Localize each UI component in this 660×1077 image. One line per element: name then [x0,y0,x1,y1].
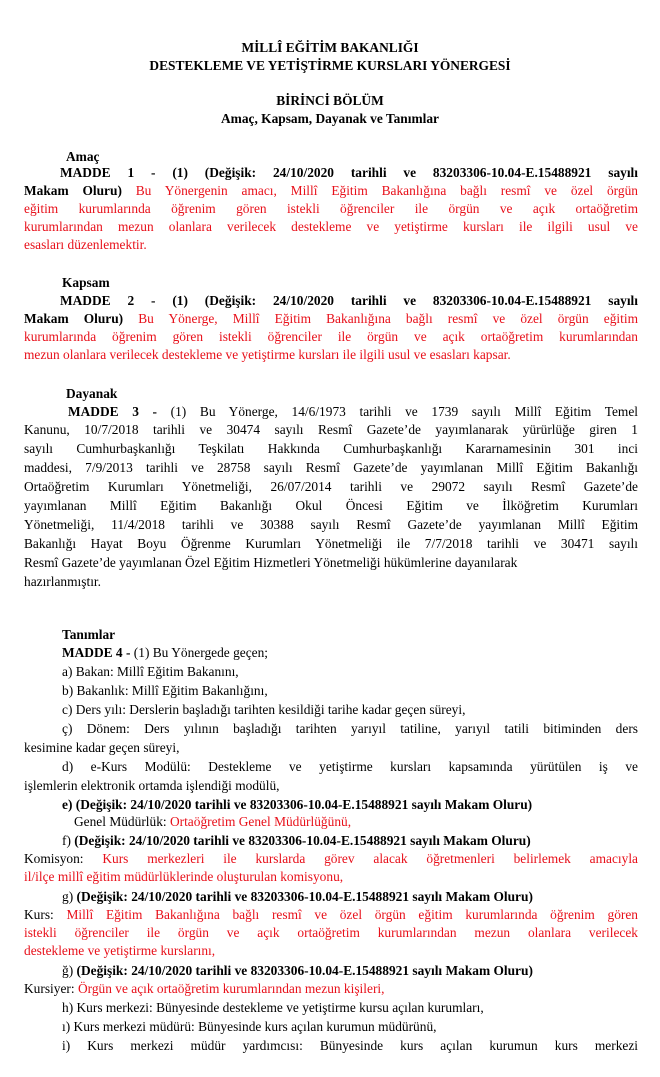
definition-f-term: Komisyon: [24,851,103,866]
madde-1-amendment: MADDE 1 - (1) (Değişik: 24/10/2020 tarihli ve 83203306-10.04-E.15488921 sayılı [60,165,638,180]
definition-gg-amendment: (Değişik: 24/10/2020 tarihli ve 83203306-10.04-E.15488921 sayılı Makam Oluru) [76,963,533,978]
section-title: BİRİNCİ BÖLÜM [276,93,384,108]
madde-3-line-7: Yönetmeliği, 11/4/2018 tarihli ve 30388 sayılı Resmî Gazete’de yayımlanan Millî Eğitim [24,517,638,532]
madde-2-line-2 [24,311,638,327]
madde-2-line-1 [60,293,638,309]
definition-e-term: Genel Müdürlük: [74,814,170,829]
madde-3-line-9: Resmî Gazete’de yayımlanan Özel Eğitim Hizmetleri Yönetmeliği hükümlerine dayanılarak [24,555,518,570]
definition-f-text: Kurs merkezleri ile kurslarda görev alacak öğretmenleri belirlemek amacıyla [102,851,638,866]
definition-f-label: f) [62,833,75,848]
definition-d-line-1 [62,759,638,775]
madde-2-line-3: kurumlarında öğrenim gören istekli öğrenciler ile örgün ve açık ortaöğretim kurumlarından [24,329,638,344]
definition-d-text: d) e-Kurs Modülü: Destekleme ve yetiştirme kursları kapsamında yürütülen iş ve [62,759,638,774]
definition-c: c) Ders yılı: Derslerin başladığı tarihten kesildiği tarihe kadar geçen süreyi, [62,702,466,717]
definition-b: b) Bakanlık: Millî Eğitim Bakanlığını, [62,683,268,698]
definition-gg-line-1 [62,963,533,979]
definition-g-text: Millî Eğitim Bakanlığına bağlı resmî ve özel örgün eğitim kurumlarında öğrenim gören [66,907,638,922]
definition-g-line-3: istekli öğrenciler ile örgün ve açık ortaöğretim kurumlarından mezun olanlara verilecek [24,925,638,940]
definition-e-amendment: e) (Değişik: 24/10/2020 tarihli ve 83203306-10.04-E.15488921 sayılı Makam Oluru) [62,797,533,812]
definition-gg-label: ğ) [62,963,77,978]
definition-i-dotless: ı) Kurs merkezi müdürü: Bünyesinde kurs açılan kurumun müdürünü, [62,1019,437,1034]
definition-d-line-2: işlemlerin elektronik ortamda işlendiği modülü, [24,778,280,793]
madde-3-line-2: Kanunu, 10/7/2018 tarihli ve 30474 sayılı Resmî Gazete’de yayımlanarak yürürlüğe giren 1 [24,422,638,437]
definition-f-amendment: (Değişik: 24/10/2020 tarihli ve 83203306-10.04-E.15488921 sayılı Makam Oluru) [74,833,531,848]
madde-3-line-4: maddesi, 7/9/2013 tarihli ve 28758 sayılı Resmî Gazete’de yayımlanan Millî Eğitim Bakanlığı [24,460,638,475]
definition-h: h) Kurs merkezi: Bünyesinde destekleme ve yetiştirme kursu açılan kurumları, [62,1000,484,1015]
definition-e-line-2 [74,814,351,830]
section-subtitle: Amaç, Kapsam, Dayanak ve Tanımlar [221,111,439,126]
madde-1-line-3: eğitim kurumlarında öğrenim gören istekli öğrenciler ile örgün ve açık ortaöğretim [24,201,638,216]
madde-1-text: Bu Yönergenin amacı, Millî Eğitim Bakanlığına bağlı resmî ve özel örgün [121,183,638,198]
madde-1-line-4: kurumlarından mezun olanlara verilecek destekleme ve yetiştirme kursları ile ilgili usul ve [24,219,638,234]
definition-gg-text: Örgün ve açık ortaöğretim kurumlarından mezun kişileri, [77,981,385,996]
definition-g-line-2 [24,907,638,923]
definition-gg-term: Kursiyer: [24,981,78,996]
definition-a: a) Bakan: Millî Eğitim Bakanını, [62,664,239,679]
definition-g-line-1 [62,889,533,905]
definition-g-term: Kurs: [24,907,67,922]
definition-gg-line-2 [24,981,384,997]
directive-title: DESTEKLEME VE YETİŞTİRME KURSLARI YÖNERGESİ [149,58,511,73]
madde-3-text: (1) Bu Yönerge, 14/6/1973 tarihli ve 1739 sayılı Millî Eğitim Temel [157,404,638,419]
madde-1-makam-oluru: Makam Oluru) [24,183,122,198]
definition-e-text: Ortaöğretim Genel Müdürlüğünü, [169,814,352,829]
definition-g-amendment: (Değişik: 24/10/2020 tarihli ve 83203306-10.04-E.15488921 sayılı Makam Oluru) [76,889,533,904]
madde-3-line-10: hazırlanmıştır. [24,574,101,589]
definition-cc-line-1 [62,721,638,737]
definition-f-line-3: il/ilçe millî eğitim müdürlüklerinde oluşturulan komisyonu, [24,869,344,884]
amac-heading: Amaç [66,149,100,164]
madde-1-line-5: esasları düzenlemektir. [24,237,147,252]
madde-1-line-1 [60,165,638,181]
definition-g-label: g) [62,889,77,904]
madde-2-makam-oluru: Makam Oluru) [24,311,124,326]
dayanak-heading: Dayanak [66,386,118,401]
ministry-title: MİLLÎ EĞİTİM BAKANLIĞI [241,40,419,55]
madde-4-intro [62,645,268,661]
tanimlar-heading: Tanımlar [62,627,116,642]
madde-2-amendment: MADDE 2 - (1) (Değişik: 24/10/2020 tarihli ve 83203306-10.04-E.15488921 sayılı [60,293,638,308]
definition-f-line-2 [24,851,638,867]
madde-1-line-2 [24,183,638,199]
definition-g-line-4: destekleme ve yetiştirme kurslarını, [24,943,216,958]
definition-f-line-1 [62,833,531,849]
definition-i-line-1 [62,1038,638,1054]
madde-3-line-1 [68,404,638,420]
madde-3-line-8: Bakanlığı Hayat Boyu Öğrenme Kurumları Yönetmeliği ile 7/7/2018 tarihli ve 30471 sayılı [24,536,638,551]
kapsam-heading: Kapsam [62,275,110,290]
madde-3-line-6: yayımlanan Millî Eğitim Bakanlığı Okul Öncesi Eğitim ve İlköğretim Kurumları [24,498,638,513]
madde-3-number: MADDE 3 - [68,404,158,419]
madde-2-text: Bu Yönerge, Millî Eğitim Bakanlığına bağlı resmî ve özel örgün eğitim [123,311,638,326]
madde-4-intro-text: (1) Bu Yönergede geçen; [130,645,269,660]
definition-cc-line-2: kesimine kadar geçen süreyi, [24,740,180,755]
definition-i-text: i) Kurs merkezi müdür yardımcısı: Bünyesinde kurs açılan kurumun kurs merkezi [62,1038,638,1053]
definition-cc-text: ç) Dönem: Ders yılının başladığı tarihten yarıyıl tatiline, yarıyıl tatili bitiminden ders [62,721,638,736]
madde-3-line-3: sayılı Cumhurbaşkanlığı Teşkilatı Hakkında Cumhurbaşkanlığı Kararnamesinin 301 inci [24,441,638,456]
madde-2-line-4: mezun olanlara verilecek destekleme ve yetiştirme kursları ile ilgili usul ve esasları kapsar. [24,347,511,362]
madde-3-line-5: Ortaöğretim Kurumları Yönetmeliği, 26/07/2014 tarihli ve 29072 sayılı Resmî Gazete’de [24,479,638,494]
madde-4-number: MADDE 4 - [62,645,131,660]
